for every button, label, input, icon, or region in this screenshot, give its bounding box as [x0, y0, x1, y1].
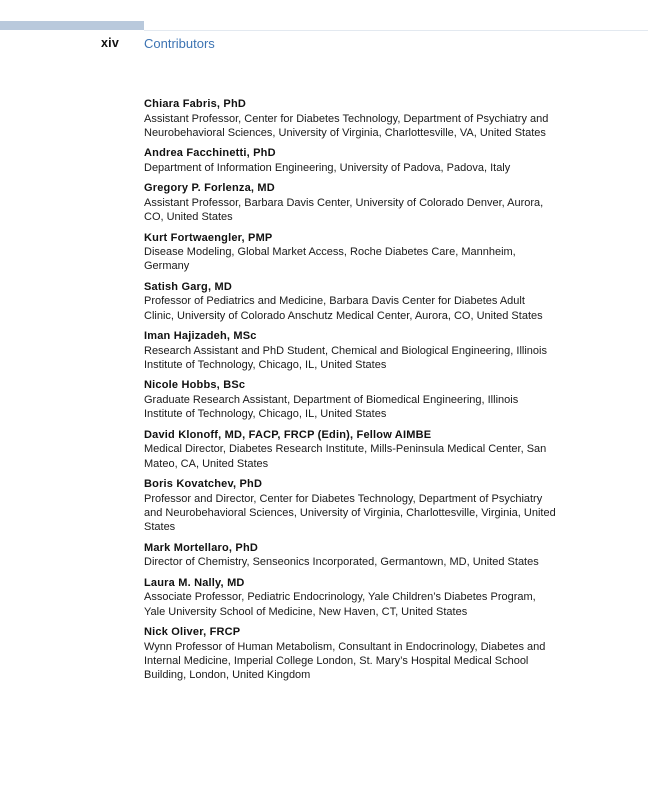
running-head-title: Contributors [144, 36, 215, 51]
contributor-list [144, 97, 556, 689]
contributor-name: Iman Hajizadeh, MSc [144, 330, 257, 343]
contributor-entry [144, 181, 556, 224]
contributor-entry [144, 280, 556, 323]
contributor-entry [144, 146, 556, 175]
contributor-name: Nick Oliver, FRCP [144, 626, 241, 639]
contributor-affiliation: Department of Information Engineering, University of Padova, Padova, Italy [144, 161, 511, 174]
contributor-name: Boris Kovatchev, PhD [144, 478, 263, 491]
contributor-affiliation: Wynn Professor of Human Metabolism, Consultant in Endocrinology, Diabetes and Internal Medicine, Imperial College London, St. Mary’s Hospital Medical School Building, London, United Kingdom [144, 640, 546, 682]
contributor-affiliation: Assistant Professor, Center for Diabetes Technology, Department of Psychiatry and Neurobehavioral Sciences, University of Virginia, Charlottesville, VA, United States [144, 112, 549, 139]
header-rule [144, 30, 648, 31]
contributor-affiliation: Director of Chemistry, Senseonics Incorporated, Germantown, MD, United States [144, 556, 539, 569]
contributor-affiliation: Disease Modeling, Global Market Access, Roche Diabetes Care, Mannheim, Germany [144, 246, 516, 273]
contributor-entry [144, 428, 556, 471]
contributor-affiliation: Assistant Professor, Barbara Davis Center, University of Colorado Denver, Aurora, CO, United States [144, 196, 544, 224]
page-number: xiv [101, 36, 119, 50]
contributor-entry [144, 576, 556, 619]
contributor-name: Satish Garg, MD [144, 280, 232, 293]
header-accent-bar [0, 21, 144, 30]
contributor-affiliation: Professor of Pediatrics and Medicine, Barbara Davis Center for Diabetes Adult Clinic, University of Colorado Anschutz Medical Center, Aurora, CO, United States [144, 295, 543, 322]
contributor-entry [144, 477, 556, 535]
contributor-entry [144, 625, 556, 683]
contributor-affiliation: Associate Professor, Pediatric Endocrinology, Yale Children’s Diabetes Program, Yale University School of Medicine, New Haven, CT, United States [144, 591, 536, 618]
contributor-name: Andrea Facchinetti, PhD [144, 147, 276, 160]
contributor-name: Gregory P. Forlenza, MD [144, 182, 275, 195]
contributor-entry [144, 541, 556, 570]
contributor-name: Mark Mortellaro, PhD [144, 541, 259, 554]
contributor-name: Nicole Hobbs, BSc [144, 379, 246, 392]
contributor-entry [144, 97, 556, 140]
contributor-name: Kurt Fortwaengler, PMP [144, 231, 273, 244]
contributor-entry [144, 329, 556, 372]
contributor-affiliation: Medical Director, Diabetes Research Institute, Mills-Peninsula Medical Center, San Mateo, CA, United States [144, 443, 547, 470]
contributor-entry [144, 378, 556, 421]
contributor-name: Laura M. Nally, MD [144, 576, 245, 589]
contributor-name: Chiara Fabris, PhD [144, 98, 247, 110]
contributor-affiliation: Professor and Director, Center for Diabetes Technology, Department of Psychiatry and Neurobehavioral Sciences, University of Virginia, Charlottesville, Virginia, United States [144, 492, 556, 534]
contributor-name: David Klonoff, MD, FACP, FRCP (Edin), Fellow AIMBE [144, 428, 432, 441]
contributor-affiliation: Graduate Research Assistant, Department of Biomedical Engineering, Illinois Institute of Technology, Chicago, IL, United States [144, 393, 519, 421]
contributor-entry [144, 231, 556, 274]
contributor-affiliation: Research Assistant and PhD Student, Chemical and Biological Engineering, Illinois Institute of Technology, Chicago, IL, United States [144, 344, 547, 372]
